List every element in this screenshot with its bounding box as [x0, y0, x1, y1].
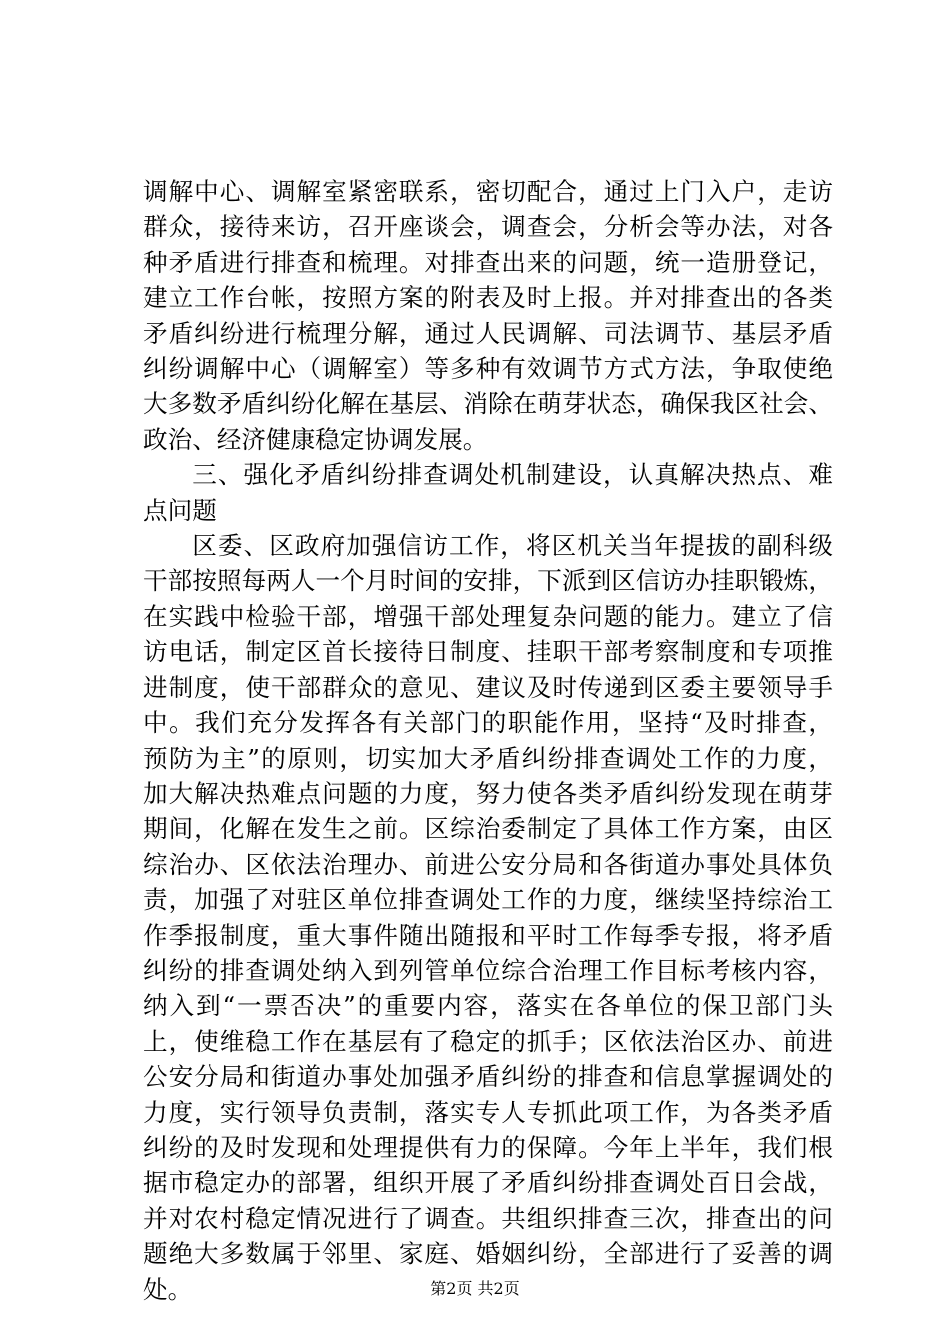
text-line: 预防为主”的原则，切实加大矛盾纠纷排查调处工作的力度， — [143, 743, 833, 773]
text-line: 纠纷调解中心（调解室）等多种有效调节方式方法，争取使绝 — [143, 354, 833, 384]
text-line: 群众，接待来访，召开座谈会，调查会，分析会等办法，对各 — [143, 212, 833, 242]
text-line: 纠纷的及时发现和处理提供有力的保障。今年上半年，我们根 — [143, 1132, 833, 1162]
text-line: 在实践中检验干部，增强干部处理复杂问题的能力。建立了信 — [143, 601, 833, 631]
text-line: 据市稳定办的部署，组织开展了矛盾纠纷排查调处百日会战， — [143, 1168, 833, 1198]
text-line: 纳入到“一票否决”的重要内容，落实在各单位的保卫部门头 — [143, 991, 833, 1021]
text-line: 点问题 — [143, 495, 217, 525]
text-line: 访电话，制定区首长接待日制度、挂职干部考察制度和专项推 — [143, 637, 833, 667]
text-line: 三、强化矛盾纠纷排查调处机制建设，认真解决热点、难 — [192, 460, 833, 490]
text-line: 期间，化解在发生之前。区综治委制定了具体工作方案，由区 — [143, 814, 833, 844]
text-line: 政治、经济健康稳定协调发展。 — [143, 424, 488, 454]
text-line: 并对农村稳定情况进行了调查。共组织排查三次，排查出的问 — [143, 1203, 833, 1233]
page-footer: 第2页 共2页 — [430, 1279, 520, 1298]
text-line: 调解中心、调解室紧密联系，密切配合，通过上门入户，走访 — [143, 177, 833, 206]
text-line: 进制度，使干部群众的意见、建议及时传递到区委主要领导手 — [143, 672, 833, 702]
document-body — [143, 174, 833, 1307]
text-line: 处。 — [143, 1274, 193, 1304]
text-line: 综治办、区依法治理办、前进公安分局和各街道办事处具体负 — [143, 849, 833, 879]
text-line: 上，使维稳工作在基层有了稳定的抓手；区依法治区办、前进 — [143, 1026, 833, 1056]
text-line: 干部按照每两人一个月时间的安排，下派到区信访办挂职锻炼， — [143, 566, 833, 596]
text-line: 种矛盾进行排查和梳理。对排查出来的问题，统一造册登记， — [143, 247, 833, 277]
text-line: 公安分局和街道办事处加强矛盾纠纷的排查和信息掌握调处的 — [143, 1062, 833, 1092]
text-line: 纠纷的排查调处纳入到列管单位综合治理工作目标考核内容， — [143, 955, 833, 985]
text-line: 责，加强了对驻区单位排查调处工作的力度，继续坚持综治工 — [143, 885, 833, 915]
text-line: 加大解决热难点问题的力度，努力使各类矛盾纠纷发现在萌芽 — [143, 778, 833, 808]
text-line: 作季报制度，重大事件随出随报和平时工作每季专报，将矛盾 — [143, 920, 833, 950]
text-line: 建立工作台帐，按照方案的附表及时上报。并对排查出的各类 — [143, 283, 833, 313]
text-line: 中。我们充分发挥各有关部门的职能作用，坚持“及时排查， — [143, 708, 833, 738]
text-line: 力度，实行领导负责制，落实专人专抓此项工作，为各类矛盾 — [143, 1097, 833, 1127]
text-line: 大多数矛盾纠纷化解在基层、消除在萌芽状态，确保我区社会、 — [143, 389, 833, 419]
text-line: 题绝大多数属于邻里、家庭、婚姻纠纷，全部进行了妥善的调 — [143, 1239, 833, 1269]
text-line: 区委、区政府加强信访工作，将区机关当年提拔的副科级 — [192, 531, 833, 561]
text-line: 矛盾纠纷进行梳理分解，通过人民调解、司法调节、基层矛盾 — [143, 318, 833, 348]
